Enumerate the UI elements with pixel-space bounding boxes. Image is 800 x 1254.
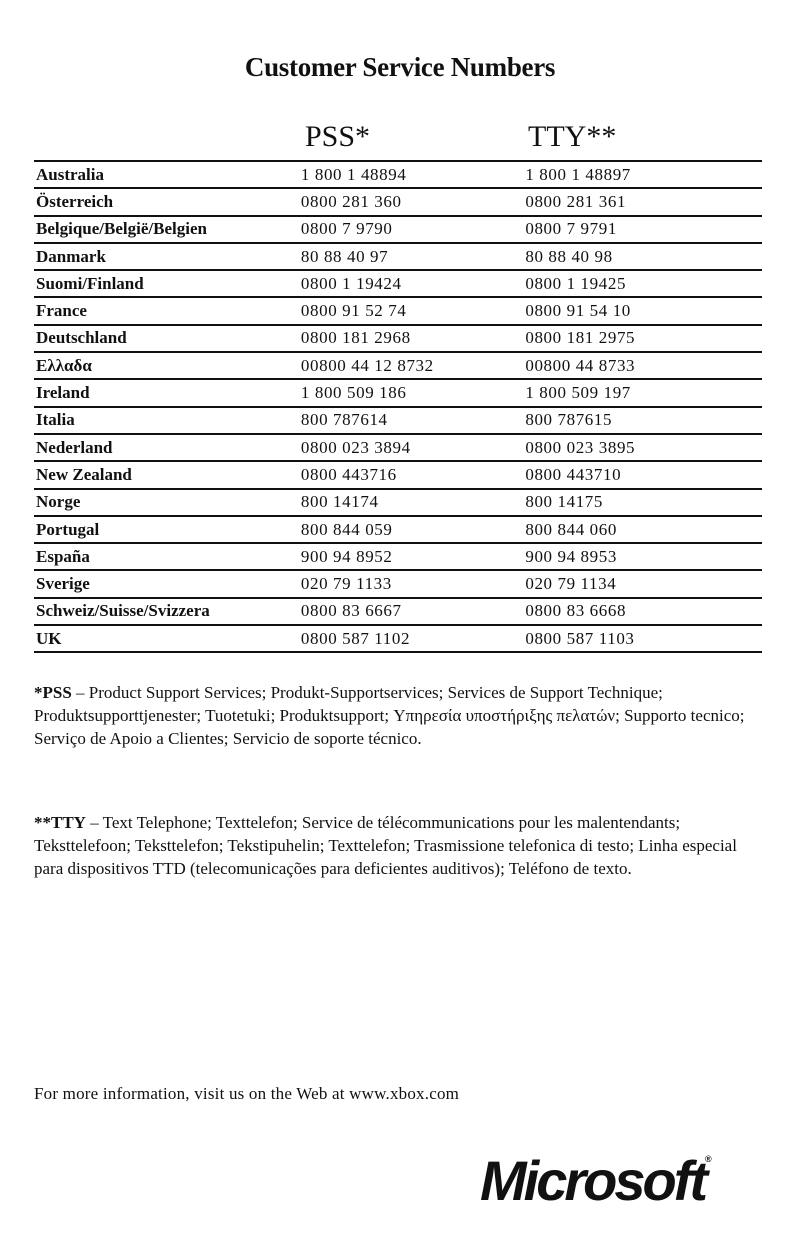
pss-number-cell: 800 14174 [299, 489, 523, 516]
table-row [34, 379, 762, 406]
tty-number-cell: 020 79 1134 [523, 570, 762, 597]
table-row [34, 625, 762, 652]
pss-number-cell: 0800 587 1102 [299, 625, 523, 652]
tty-number-cell: 0800 023 3895 [523, 434, 762, 461]
tty-number-cell: 900 94 8953 [523, 543, 762, 570]
country-cell: Sverige [34, 570, 299, 597]
microsoft-logo [480, 1148, 712, 1213]
country-cell: Norge [34, 489, 299, 516]
country-cell: Ελλαδα [34, 352, 299, 379]
customer-service-table [34, 160, 762, 653]
table-row [34, 598, 762, 625]
pss-number-cell: 0800 281 360 [299, 188, 523, 215]
page-title: Customer Service Numbers [244, 52, 556, 82]
table-row [34, 216, 762, 243]
country-cell: Danmark [34, 243, 299, 270]
tty-column-heading: TTY** [528, 120, 617, 153]
table-row [34, 543, 762, 570]
pss-number-cell: 80 88 40 97 [299, 243, 523, 270]
country-cell: Nederland [34, 434, 299, 461]
tty-number-cell: 0800 91 54 10 [523, 297, 762, 324]
pss-footnote-term: *PSS [34, 683, 72, 702]
tty-number-cell: 0800 1 19425 [523, 270, 762, 297]
tty-number-cell: 0800 443710 [523, 461, 762, 488]
pss-number-cell: 0800 7 9790 [299, 216, 523, 243]
table-row [34, 325, 762, 352]
pss-number-cell: 0800 83 6667 [299, 598, 523, 625]
country-cell: Belgique/België/Belgien [34, 216, 299, 243]
country-cell: France [34, 297, 299, 324]
country-cell: Österreich [34, 188, 299, 215]
country-cell: España [34, 543, 299, 570]
country-cell: Italia [34, 407, 299, 434]
table-row [34, 570, 762, 597]
table-row [34, 407, 762, 434]
tty-footnote [34, 811, 764, 880]
tty-number-cell: 0800 587 1103 [523, 625, 762, 652]
table-row [34, 489, 762, 516]
country-cell: Schweiz/Suisse/Svizzera [34, 598, 299, 625]
tty-footnote-text: – Text Telephone; Texttelefon; Service de télécommunications pour les malentendants; Teksttelefoon; Teksttelefon; Tekstipuhelin; Texttelefon; Trasmissione telefonica di testo; Linha especial para dispositivos TTD (telecomunicações para deficientes auditivos); Teléfono de texto. [34, 813, 737, 878]
tty-number-cell: 800 14175 [523, 489, 762, 516]
country-cell: Australia [34, 161, 299, 188]
table-row [34, 516, 762, 543]
country-cell: New Zealand [34, 461, 299, 488]
table-row [34, 352, 762, 379]
country-cell: Suomi/Finland [34, 270, 299, 297]
tty-number-cell: 00800 44 8733 [523, 352, 762, 379]
tty-number-cell: 0800 83 6668 [523, 598, 762, 625]
pss-number-cell: 800 787614 [299, 407, 523, 434]
logo-wordmark: Microsoft [480, 1149, 705, 1212]
pss-number-cell: 0800 181 2968 [299, 325, 523, 352]
tty-number-cell: 80 88 40 98 [523, 243, 762, 270]
pss-column-heading: PSS* [305, 120, 371, 153]
pss-number-cell: 0800 443716 [299, 461, 523, 488]
table-row [34, 161, 762, 188]
pss-number-cell: 00800 44 12 8732 [299, 352, 523, 379]
country-cell: Ireland [34, 379, 299, 406]
table-row [34, 297, 762, 324]
tty-number-cell: 800 844 060 [523, 516, 762, 543]
tty-number-cell: 1 800 509 197 [523, 379, 762, 406]
tty-number-cell: 800 787615 [523, 407, 762, 434]
pss-number-cell: 1 800 1 48894 [299, 161, 523, 188]
registered-mark: ® [705, 1154, 712, 1164]
tty-number-cell: 0800 181 2975 [523, 325, 762, 352]
table-row [34, 270, 762, 297]
pss-number-cell: 0800 1 19424 [299, 270, 523, 297]
country-cell: Deutschland [34, 325, 299, 352]
pss-number-cell: 0800 023 3894 [299, 434, 523, 461]
tty-number-cell: 1 800 1 48897 [523, 161, 762, 188]
tty-number-cell: 0800 281 361 [523, 188, 762, 215]
tty-footnote-term: **TTY [34, 813, 86, 832]
tty-number-cell: 0800 7 9791 [523, 216, 762, 243]
table-row [34, 243, 762, 270]
table-row [34, 434, 762, 461]
table-row [34, 461, 762, 488]
country-cell: Portugal [34, 516, 299, 543]
pss-number-cell: 800 844 059 [299, 516, 523, 543]
country-cell: UK [34, 625, 299, 652]
pss-number-cell: 020 79 1133 [299, 570, 523, 597]
pss-footnote-text: – Product Support Services; Produkt-Supportservices; Services de Support Technique; Produktsupporttjenester; Tuotetuki; Produktsupport; Υπηρεσία υποστήριξης πελατών; Supporto tecnico; Serviço de Apoio a Clientes; Servicio de soporte técnico. [34, 683, 745, 748]
web-info-text: For more information, visit us on the Web at www.xbox.com [34, 1084, 460, 1103]
pss-footnote [34, 681, 764, 750]
pss-number-cell: 900 94 8952 [299, 543, 523, 570]
pss-number-cell: 1 800 509 186 [299, 379, 523, 406]
pss-number-cell: 0800 91 52 74 [299, 297, 523, 324]
table-row [34, 188, 762, 215]
